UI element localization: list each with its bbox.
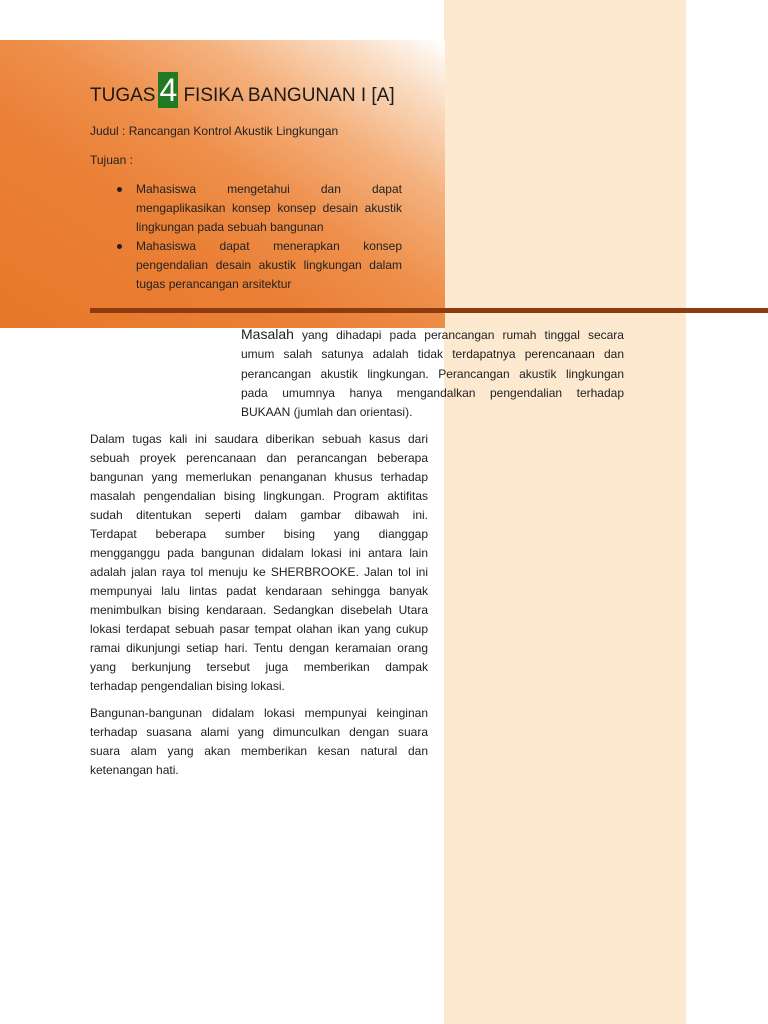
text-line: sebuah proyek perencanaan dan perancangan beberapa — [90, 451, 428, 465]
title-prefix: TUGAS — [90, 85, 156, 106]
text-line: yang berkunjung tersebut juga memberikan dampak — [90, 660, 428, 674]
text-line: mempunyai lalu lintas padat kendaraan sehingga banyak — [90, 584, 428, 598]
body-paragraph — [90, 704, 428, 780]
tujuan-item-text — [136, 237, 402, 294]
text-line: BUKAAN (jumlah dan orientasi). — [241, 405, 413, 419]
body-text — [90, 430, 428, 787]
text-line: menimbulkan bising kendaraan. Sedangkan disebelah Utara — [90, 603, 428, 617]
text-line: mengganggu pada bangunan didalam lokasi ini antara lain — [90, 546, 428, 560]
text-line: lokasi terdapat sebuah pasar tempat olahan ikan yang cukup — [90, 622, 428, 636]
side-column-band — [444, 0, 686, 1024]
text-line: masalah pengendalian bising lingkungan. Program aktifitas — [90, 489, 428, 503]
problem-lead-word: Masalah — [241, 326, 294, 342]
text-line: ketenangan hati. — [90, 762, 179, 777]
title-suffix: FISIKA BANGUNAN I [A] — [183, 85, 395, 106]
text-line: Dalam tugas kali ini saudara diberikan sebuah kasus dari — [90, 432, 428, 446]
text-line: suara alam yang akan memberikan kesan natural dan — [90, 743, 428, 758]
text-line: mengaplikasikan konsep konsep desain akustik — [136, 201, 402, 215]
tujuan-list — [136, 180, 402, 294]
text-line: adalah jalan raya tol menuju ke SHERBROOKE. Jalan tol ini — [90, 565, 428, 579]
text-line: tugas perancangan arsitektur — [136, 277, 292, 291]
text-line: Mahasiswa mengetahui dan dapat — [136, 182, 402, 196]
text-line: lingkungan pada sebuah bangunan — [136, 220, 324, 234]
tujuan-item — [136, 180, 402, 237]
text-line: terhadap suasana alami yang dimunculkan dengan suara — [90, 724, 428, 739]
tujuan-item — [136, 237, 402, 294]
text-line: pada umumnya hanya mengandalkan pengendalian terhadap — [241, 385, 624, 400]
text-line: Terdapat beberapa sumber bising yang dianggap — [90, 527, 428, 541]
text-line: sudah ditentukan seperti dalam gambar dibawah ini. — [90, 508, 428, 522]
body-paragraph — [90, 430, 428, 696]
text-line: bangunan yang memerlukan penanganan khusus terhadap — [90, 470, 428, 484]
text-line: Bangunan-bangunan didalam lokasi mempunyai keinginan — [90, 705, 428, 720]
tujuan-label: Tujuan : — [90, 153, 133, 167]
title-number-badge: 4 — [159, 72, 178, 108]
judul-value: Rancangan Kontrol Akustik Lingkungan — [128, 124, 339, 138]
text-line — [241, 325, 624, 345]
problem-statement — [241, 325, 624, 422]
text-line: umum salah satunya adalah tidak terdapatnya perencanaan dan — [241, 347, 624, 362]
text-line: pengendalian desain akustik lingkungan dalam — [136, 258, 402, 272]
text-line: ramai dikunjungi setiap hari. Tentu dengan keramaian orang — [90, 641, 428, 655]
judul-line — [90, 122, 338, 141]
section-divider — [90, 308, 768, 313]
text-line: terhadap pengendalian bising lokasi. — [90, 679, 285, 693]
text-line-content: yang dihadapi pada perancangan rumah tinggal secara — [302, 328, 624, 342]
text-line: Mahasiswa dapat menerapkan konsep — [136, 239, 402, 253]
text-line: perancangan akustik lingkungan. Perancangan akustik lingkungan — [241, 366, 624, 381]
bullet-icon — [117, 244, 122, 249]
page-title — [90, 72, 395, 114]
tujuan-item-text — [136, 180, 402, 237]
bullet-icon — [117, 187, 122, 192]
judul-label: Judul : — [90, 124, 126, 138]
